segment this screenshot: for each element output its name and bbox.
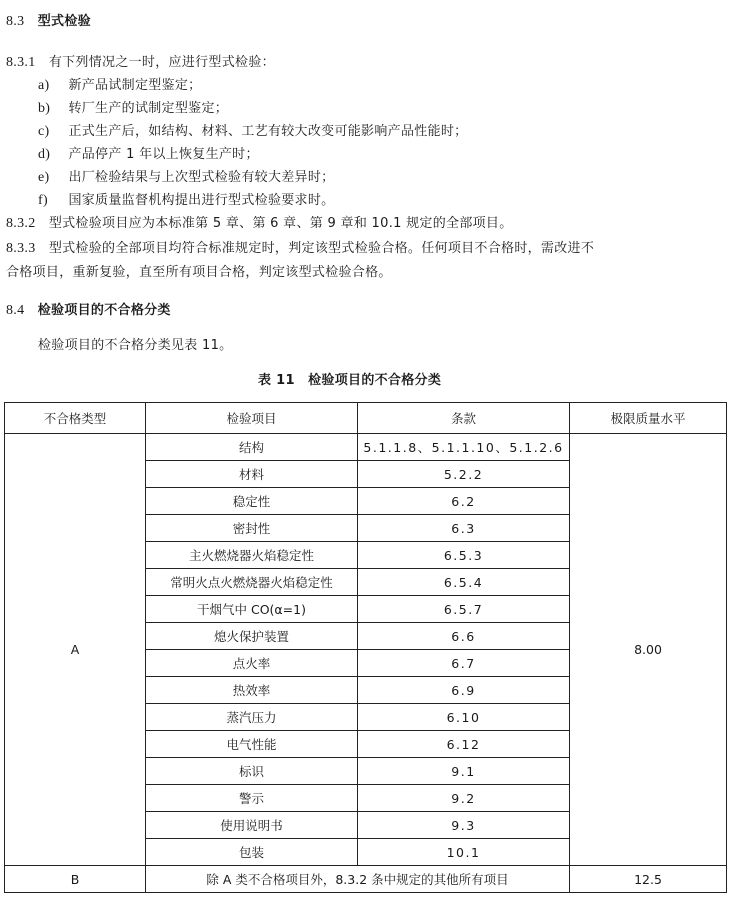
list-item-marker: e) bbox=[38, 170, 50, 185]
item-cell: 使用说明书 bbox=[146, 812, 358, 839]
list-item bbox=[38, 170, 334, 186]
clause-cell: 9.3 bbox=[358, 812, 570, 839]
clause-cell: 6.3 bbox=[358, 515, 570, 542]
clause-8-3-1 bbox=[6, 55, 275, 71]
clause-8-3-3-continuation: 合格项目，重新复验，直至所有项目合格，判定该型式检验合格。 bbox=[6, 265, 392, 280]
clause-cell: 9.1 bbox=[358, 758, 570, 785]
section-8-3-heading bbox=[6, 14, 91, 30]
clause-8-3-3-text: 型式检验的全部项目均符合标准规定时，判定该型式检验合格。任何项目不合格时，需改进不 bbox=[48, 241, 595, 256]
list-item-text: 产品停产 1 年以上恢复生产时； bbox=[68, 147, 259, 162]
column-header: 极限质量水平 bbox=[570, 403, 727, 434]
list-item-marker: d) bbox=[38, 147, 51, 162]
clause-8-3-2-text: 型式检验项目应为本标准第 5 章、第 6 章、第 9 章和 10.1 规定的全部项目。 bbox=[48, 216, 513, 231]
clause-cell: 6.10 bbox=[358, 704, 570, 731]
section-8-4-number: 8.4 bbox=[6, 303, 25, 318]
list-item bbox=[38, 78, 201, 94]
class-b-type-cell: B bbox=[5, 866, 146, 893]
item-cell: 熄火保护装置 bbox=[146, 623, 358, 650]
item-cell: 材料 bbox=[146, 461, 358, 488]
clause-cell: 6.5.4 bbox=[358, 569, 570, 596]
class-a-type-cell: A bbox=[5, 434, 146, 866]
item-cell: 主火燃烧器火焰稳定性 bbox=[146, 542, 358, 569]
item-cell: 干烟气中 CO(α=1) bbox=[146, 596, 358, 623]
class-b-description-cell: 除 A 类不合格项目外，8.3.2 条中规定的其他所有项目 bbox=[146, 866, 570, 893]
clause-cell: 6.5.7 bbox=[358, 596, 570, 623]
table-row-class-b bbox=[5, 866, 727, 893]
list-item-text: 正式生产后，如结构、材料、工艺有较大改变可能影响产品性能时； bbox=[68, 124, 468, 139]
clause-8-3-3 bbox=[6, 241, 594, 257]
list-item-text: 转厂生产的试制定型鉴定； bbox=[68, 101, 229, 116]
item-cell: 密封性 bbox=[146, 515, 358, 542]
clause-8-3-2-number: 8.3.2 bbox=[6, 216, 36, 231]
clause-cell: 9.2 bbox=[358, 785, 570, 812]
list-item bbox=[38, 101, 228, 117]
clause-8-3-1-text: 有下列情况之一时，应进行型式检验： bbox=[48, 55, 275, 70]
section-8-4-title: 检验项目的不合格分类 bbox=[37, 303, 171, 318]
table-header-row bbox=[5, 403, 727, 434]
section-8-3-title: 型式检验 bbox=[37, 14, 91, 29]
list-item bbox=[38, 193, 334, 209]
list-item-marker: c) bbox=[38, 124, 50, 139]
item-cell: 结构 bbox=[146, 434, 358, 461]
clause-cell: 5.1.1.8、5.1.1.10、5.1.2.6 bbox=[358, 434, 570, 461]
item-cell: 热效率 bbox=[146, 677, 358, 704]
list-item-text: 国家质量监督机构提出进行型式检验要求时。 bbox=[68, 193, 335, 208]
clause-cell: 6.5.3 bbox=[358, 542, 570, 569]
section-8-3-number: 8.3 bbox=[6, 14, 25, 29]
item-cell: 电气性能 bbox=[146, 731, 358, 758]
table-caption: 表 11 检验项目的不合格分类 bbox=[258, 373, 442, 388]
list-item-marker: f) bbox=[38, 193, 48, 208]
clause-8-3-1-number: 8.3.1 bbox=[6, 55, 36, 70]
clause-cell: 6.2 bbox=[358, 488, 570, 515]
column-header: 检验项目 bbox=[146, 403, 358, 434]
clause-cell: 10.1 bbox=[358, 839, 570, 866]
item-cell: 包装 bbox=[146, 839, 358, 866]
item-cell: 标识 bbox=[146, 758, 358, 785]
item-cell: 稳定性 bbox=[146, 488, 358, 515]
section-8-4-intro: 检验项目的不合格分类见表 11。 bbox=[38, 338, 233, 353]
item-cell: 常明火点火燃烧器火焰稳定性 bbox=[146, 569, 358, 596]
clause-cell: 6.7 bbox=[358, 650, 570, 677]
clause-cell: 6.9 bbox=[358, 677, 570, 704]
clause-8-3-2 bbox=[6, 216, 513, 232]
clause-cell: 6.6 bbox=[358, 623, 570, 650]
list-item bbox=[38, 147, 259, 163]
class-b-aql-cell: 12.5 bbox=[570, 866, 727, 893]
list-item-text: 出厂检验结果与上次型式检验有较大差异时； bbox=[68, 170, 335, 185]
item-cell: 蒸汽压力 bbox=[146, 704, 358, 731]
list-item bbox=[38, 124, 467, 140]
section-8-4-heading bbox=[6, 303, 171, 319]
table-11 bbox=[4, 402, 727, 893]
table-row bbox=[5, 434, 727, 461]
list-item-text: 新产品试制定型鉴定； bbox=[68, 78, 202, 93]
list-item-marker: a) bbox=[38, 78, 50, 93]
list-item-marker: b) bbox=[38, 101, 51, 116]
item-cell: 警示 bbox=[146, 785, 358, 812]
column-header: 条款 bbox=[358, 403, 570, 434]
class-a-aql-cell: 8.00 bbox=[570, 434, 727, 866]
clause-cell: 5.2.2 bbox=[358, 461, 570, 488]
clause-8-3-3-number: 8.3.3 bbox=[6, 241, 36, 256]
item-cell: 点火率 bbox=[146, 650, 358, 677]
column-header: 不合格类型 bbox=[5, 403, 146, 434]
clause-cell: 6.12 bbox=[358, 731, 570, 758]
